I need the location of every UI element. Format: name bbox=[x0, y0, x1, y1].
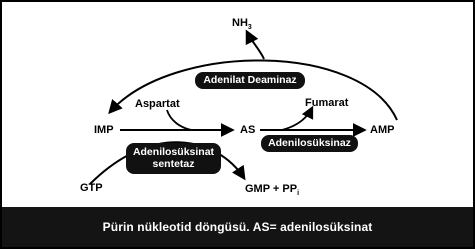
imp-label: IMP bbox=[94, 124, 114, 136]
enzyme-adenilat-deaminaz bbox=[195, 72, 305, 89]
caption-bar bbox=[2, 207, 473, 247]
fumarat-outflow-arrow bbox=[282, 108, 312, 130]
nh3-label bbox=[232, 18, 252, 31]
aspartat-inflow-arrow bbox=[167, 110, 192, 130]
fumarat-label: Fumarat bbox=[305, 97, 349, 109]
sentetaz-line2: sentetaz bbox=[152, 157, 195, 170]
cycle-diagram bbox=[2, 2, 473, 207]
amp-label: AMP bbox=[370, 124, 395, 136]
as-label: AS bbox=[240, 124, 256, 136]
enzyme-adenilosuksinat-sentetaz bbox=[126, 143, 221, 174]
gmp-ppi-label bbox=[245, 184, 299, 197]
amp-to-imp-arc bbox=[110, 60, 397, 120]
nh3-subscript: 3 bbox=[247, 24, 252, 32]
enzyme-adenilosuksinaz bbox=[261, 135, 358, 152]
gtp-label: GTP bbox=[80, 182, 103, 194]
gmp-ppi-text: GMP + PP bbox=[245, 183, 298, 195]
figure-caption: Pürin nükleotid döngüsü. AS= adenilosüksinat bbox=[102, 220, 373, 234]
adenilosuksinaz-text: Adenilosüksinaz bbox=[268, 136, 351, 149]
nh3-branch-arrow bbox=[247, 32, 264, 59]
ppi-subscript: i bbox=[297, 190, 300, 198]
nh3-text: NH bbox=[232, 17, 248, 29]
adenilat-deaminaz-text: Adenilat Deaminaz bbox=[203, 73, 297, 86]
sentetaz-line1: Adenilosüksinat bbox=[132, 145, 215, 158]
aspartat-label: Aspartat bbox=[135, 98, 180, 110]
